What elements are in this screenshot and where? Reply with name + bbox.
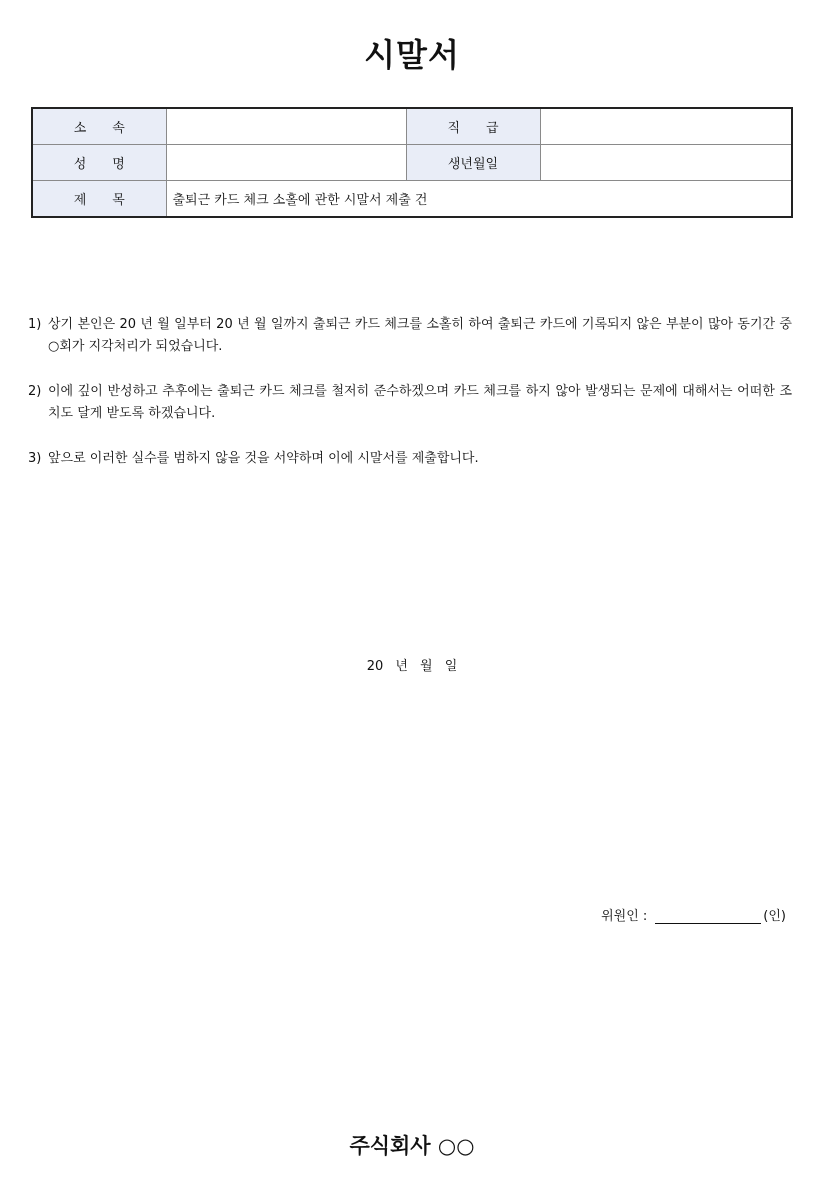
clause-number: 1) (28, 317, 42, 332)
name-label-cell (32, 145, 166, 181)
subject-label-cell (32, 181, 166, 218)
clause-text: 이에 깊이 반성하고 추후에는 출퇴근 카드 체크를 철저히 준수하겠으며 카드 체크를 하지 않아 발생되는 문제에 대해서는 어떠한 조치도 달게 받도록 하겠습니다. (48, 384, 792, 421)
clause-number: 2) (28, 384, 42, 399)
clause-text: 앞으로 이러한 실수를 범하지 않을 것을 서약하며 이에 시말서를 제출합니다. (48, 451, 479, 466)
info-row-name (32, 145, 792, 181)
clause-number: 3) (28, 451, 42, 466)
signature-block (601, 905, 786, 924)
info-row-affiliation (32, 108, 792, 145)
document-title: 시말서 (364, 36, 460, 74)
date-line: 20 년 월 일 (366, 659, 458, 674)
birthdate-label: 생년월일 (406, 145, 540, 181)
clause-list (28, 314, 792, 493)
clause-item (28, 314, 792, 358)
info-row-subject (32, 181, 792, 218)
clause-item (28, 381, 792, 425)
position-value[interactable] (540, 108, 792, 145)
affiliation-label: 소속 (73, 121, 151, 136)
position-label: 직급 (447, 121, 525, 136)
name-label: 성명 (73, 157, 151, 172)
affiliation-value[interactable] (166, 108, 406, 145)
subject-value[interactable]: 출퇴근 카드 체크 소홀에 관한 시말서 제출 건 (166, 181, 792, 218)
clause-text: 상기 본인은 20 년 월 일부터 20 년 월 일까지 출퇴근 카드 체크를 소홀히 하여 출퇴근 카드에 기록되지 않은 부분이 많아 동기간 중 ○회가 지각처리가 되었습니다. (48, 317, 792, 354)
clause-item (28, 448, 792, 470)
company-name: 주식회사 ○○ (349, 1134, 475, 1158)
name-value[interactable] (166, 145, 406, 181)
seal-mark: (인) (763, 909, 786, 924)
position-label-cell (406, 108, 540, 145)
signature-line[interactable] (655, 909, 761, 924)
affiliation-label-cell (32, 108, 166, 145)
info-table (31, 107, 793, 218)
signature-label: 위원인 : (601, 909, 648, 924)
birthdate-value[interactable] (540, 145, 792, 181)
subject-label: 제목 (73, 193, 151, 208)
